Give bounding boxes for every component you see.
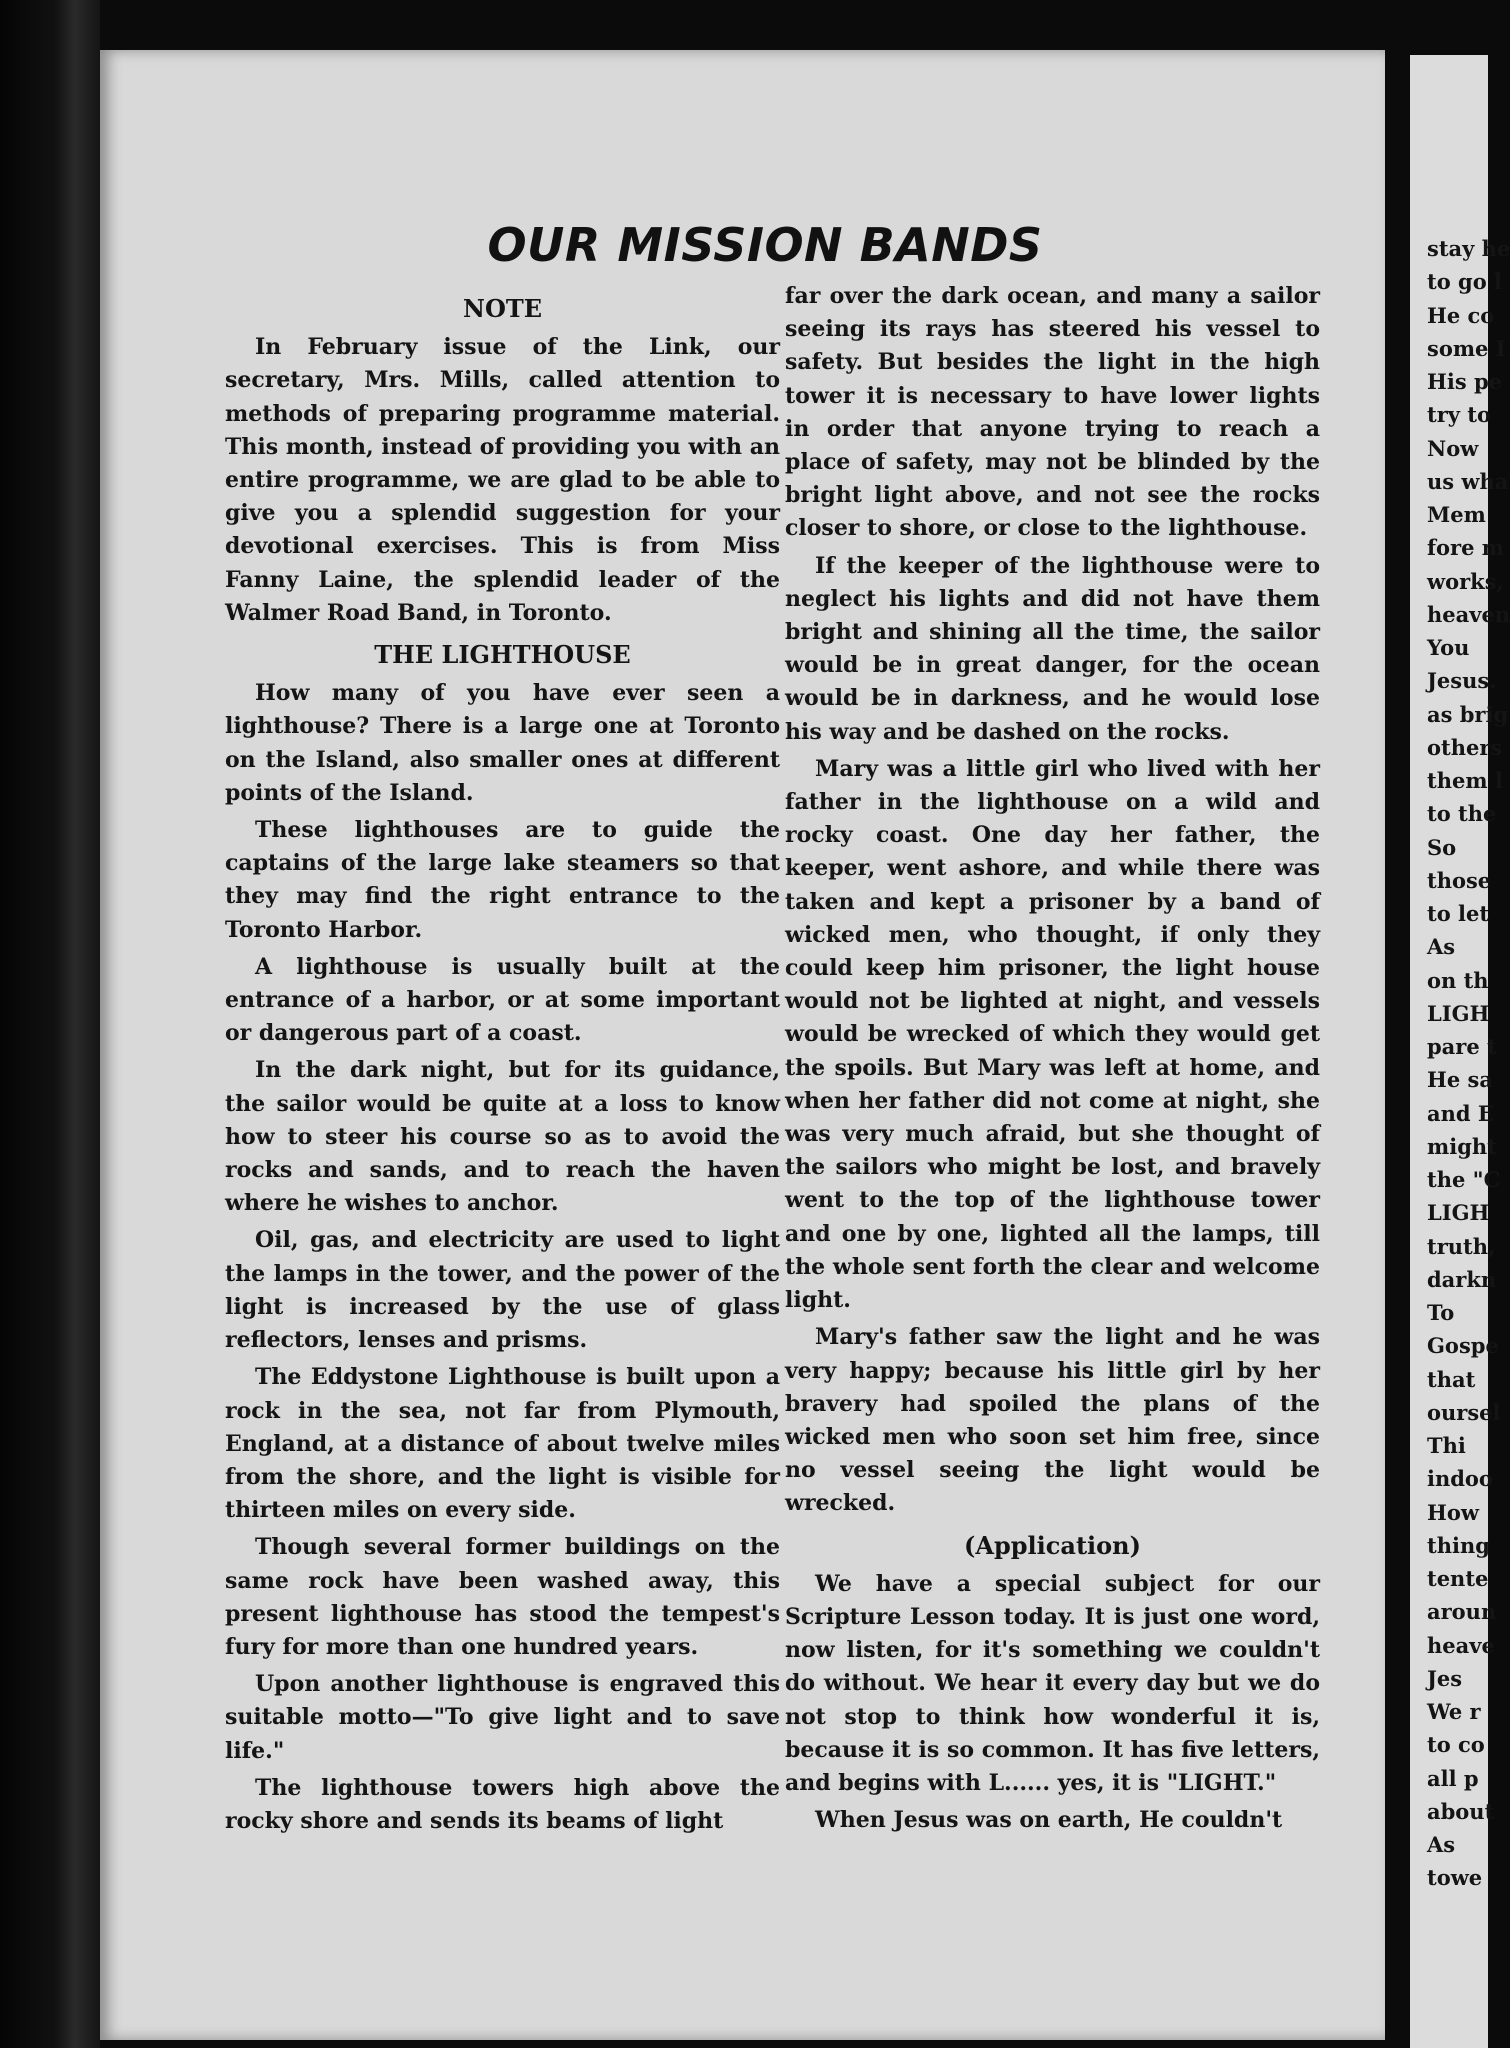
facing-page-line: truth, xyxy=(1427,1233,1496,1259)
paragraph: When Jesus was on earth, He couldn't xyxy=(815,1807,1283,1834)
facing-page-line: try to xyxy=(1427,402,1491,428)
facing-page-line: Thi xyxy=(1427,1433,1466,1458)
facing-page-line: fore m xyxy=(1427,535,1504,561)
paragraph: We have a special subject for our Scripture Lesson today. It is just one word, now listen, for it's something we couldn't do without. We hear it every day but we do not stop to think how wonderful it is, because it is so common. It has five letters, and begins with L...... yes, it is "LIGHT." xyxy=(785,1570,1320,1796)
facing-page-line: to co xyxy=(1427,1732,1485,1758)
paragraph: Mary's father saw the light and he was very happy; because his little girl by her bravery had spoiled the plans of the wicked men who soon set him free, since no vessel seeing the light would be wrecked. xyxy=(785,1324,1320,1517)
facing-page-line: about xyxy=(1427,1798,1495,1824)
facing-page-line: Jes xyxy=(1427,1665,1463,1691)
facing-page-line: towe xyxy=(1427,1865,1483,1891)
facing-page-line: to let xyxy=(1427,901,1490,926)
facing-page-line: aroun xyxy=(1427,1599,1497,1625)
facing-page-line: on th xyxy=(1427,967,1489,993)
paragraph: Upon another lighthouse is engraved this suitable motto—"To give light and to save life." xyxy=(225,1671,780,1764)
facing-page-line: to the xyxy=(1427,801,1497,827)
paragraph: Mary was a little girl who lived with her father in the lighthouse on a wild and rocky coast. One day her father, the keeper, went ashore, and while there was taken and kept a prisoner by a band of wicked men, who thought, if only they could keep him prisoner, the light house would not be lighted at night, and vessels would be wrecked of which they would get the spoils. But Mary was left at home, and when her father did not come at night, she was very much afraid, but she thought of the sailors who might be lost, and bravely went to the top of the lighthouse tower and one by one, lighted all the lamps, till the whole sent forth the clear and welcome light. xyxy=(785,755,1320,1314)
paragraph: If the keeper of the lighthouse were to neglect his lights and did not have them bright and shining all the time, the sailor would be in great danger, for the ocean would be in darkness, and he would lose his way and be dashed on the rocks. xyxy=(785,552,1320,745)
book-spine xyxy=(0,0,100,2048)
facing-page-line: us wha xyxy=(1427,468,1509,494)
lighthouse-heading: THE LIGHTHOUSE xyxy=(374,640,631,670)
facing-page-line: LIGH xyxy=(1427,1200,1490,1226)
facing-page-line: He sa xyxy=(1427,1067,1493,1093)
paragraph: How many of you have ever seen a lighthouse? There is a large one at Toronto on the Island, also smaller ones at different points of the Island. xyxy=(225,680,780,806)
paragraph: The Eddystone Lighthouse is built upon a rock in the sea, not far from Plymouth, England, at a distance of about twelve miles from the shore, and the light is visible for thirteen miles on every side. xyxy=(225,1364,780,1524)
facing-page-line: all p xyxy=(1427,1765,1479,1791)
facing-page-line: some I xyxy=(1427,335,1506,361)
facing-page-line: oursel xyxy=(1427,1399,1501,1425)
facing-page-line: We r xyxy=(1427,1699,1481,1724)
facing-page-line: His pe xyxy=(1427,369,1502,394)
facing-page-line: stay he xyxy=(1427,236,1510,261)
note-heading: NOTE xyxy=(463,294,542,323)
page-title: OUR MISSION BANDS xyxy=(487,218,1043,272)
facing-page-text xyxy=(1427,232,1510,1895)
facing-page-line: Jesus. xyxy=(1427,668,1497,694)
facing-page-line: those xyxy=(1427,867,1492,893)
facing-page-line: darkn xyxy=(1427,1266,1497,1292)
facing-page-line: He co xyxy=(1427,302,1495,328)
facing-page-line: to go l xyxy=(1427,269,1502,295)
paragraph: Though several former buildings on the same rock have been washed away, this present lighthouse has stood the tempest's fury for more than one hundred years. xyxy=(225,1534,780,1660)
facing-page-line: that xyxy=(1427,1366,1476,1392)
paragraph: far over the dark ocean, and many a sailor seeing its rays has steered his vessel to safety. But besides the light in the high tower it is necessary to have lower lights in order that anyone trying to reach a place of safety, may not be blinded by the bright light above, and not see the rocks closer to shore, or close to the lighthouse. xyxy=(785,283,1320,542)
facing-page-line: might xyxy=(1427,1133,1497,1159)
paragraph: The lighthouse towers high above the rocky shore and sends its beams of light xyxy=(225,1774,780,1834)
facing-page-line: To xyxy=(1427,1300,1455,1325)
facing-page-line: Now xyxy=(1427,435,1479,461)
facing-page-line: You xyxy=(1427,635,1470,660)
facing-page-line: heaven xyxy=(1427,601,1510,627)
facing-page-line: As xyxy=(1427,1832,1456,1857)
facing-page-line: So xyxy=(1427,834,1457,860)
facing-page-line: Gospe xyxy=(1427,1333,1499,1359)
facing-page-line: others xyxy=(1427,734,1503,760)
facing-page-line: LIGH xyxy=(1427,1000,1490,1026)
facing-page-line: thing xyxy=(1427,1532,1490,1558)
facing-page-line: and E xyxy=(1427,1100,1494,1126)
facing-page-line: works, xyxy=(1427,568,1504,594)
facing-page-line: as brig xyxy=(1427,701,1509,727)
facing-page-line: Mem xyxy=(1427,502,1486,527)
paragraph: Oil, gas, and electricity are used to light the lamps in the tower, and the power of the light is increased by the use of glass reflectors, lenses and prisms. xyxy=(225,1227,780,1354)
facing-page-line: As xyxy=(1427,934,1456,960)
facing-page-line: them l xyxy=(1427,768,1503,793)
paragraph: These lighthouses are to guide the captains of the large lake steamers so that they may find the right entrance to the Toronto Harbor. xyxy=(225,817,780,943)
facing-page-line: indoo xyxy=(1427,1466,1493,1492)
middle-column xyxy=(785,280,1320,1841)
note-paragraph: In February issue of the Link, our secretary, Mrs. Mills, called attention to methods of preparing programme material. This month, instead of providing you with an entire programme, we are glad to be able to give you a splendid suggestion for your devotional exercises. This is from Miss Fanny Laine, the splendid leader of the Walmer Road Band, in Toronto. xyxy=(225,334,780,626)
facing-page-line: tente xyxy=(1427,1566,1489,1591)
facing-page-line: the "C xyxy=(1427,1167,1501,1192)
paragraph: In the dark night, but for its guidance, the sailor would be quite at a loss to know how to steer his course so as to avoid the rocks and sands, and to reach the haven where he wishes to anchor. xyxy=(225,1057,780,1217)
paragraph: A lighthouse is usually built at the entrance of a harbor, or at some important or dangerous part of a coast. xyxy=(225,953,780,1047)
application-heading: (Application) xyxy=(964,1530,1141,1560)
facing-page-line: pare t xyxy=(1427,1034,1497,1059)
facing-page-line: How xyxy=(1427,1499,1479,1525)
facing-page-line: heave xyxy=(1427,1632,1495,1658)
left-column xyxy=(225,292,780,1842)
